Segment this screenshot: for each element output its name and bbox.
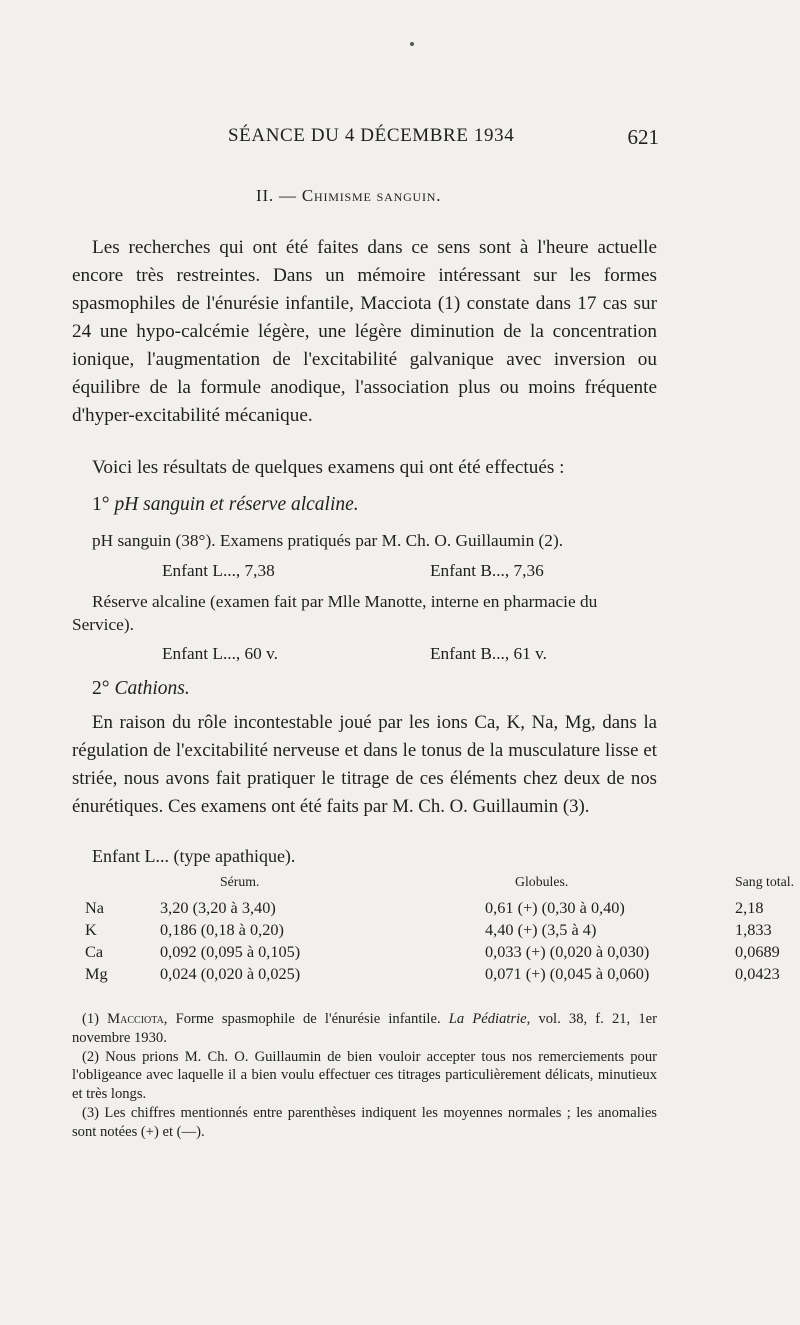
footnote-1-journal: La Pédiatrie (448, 1011, 527, 1027)
results-intro: Voici les résultats de quelques examens qui ont été effectués : (92, 457, 565, 478)
cation-table (85, 874, 794, 985)
subheading-title: Cathions. (114, 678, 190, 699)
serum-cell: 0,092 (0,095 à 0,105) (160, 942, 301, 961)
total-cell: 0,0423 (735, 964, 780, 983)
total-cell: 0,0689 (735, 942, 780, 961)
header-cell: Globules. (515, 874, 569, 889)
header-cell: Sang total. (735, 874, 795, 889)
subheading-title: pH sanguin et réserve alcaline. (114, 494, 359, 515)
footnote-3: (3) Les chiffres mentionnés entre parenthèses indiquent les moyennes normales ; les anomalies sont notées (+) et (—). (72, 1104, 657, 1140)
footnote-1-prefix: (1) (82, 1011, 108, 1027)
speck (410, 42, 414, 46)
page-number: 621 (627, 125, 659, 149)
footnote-1 (72, 1010, 657, 1048)
footnote-1-title: , Forme spasmophile de l'énurésie infantile. (163, 1011, 449, 1027)
table-row (85, 919, 794, 941)
section-title: II. — Chimisme sanguin. (256, 186, 442, 205)
table-row (85, 963, 794, 985)
running-head (71, 125, 657, 155)
subject-line: Enfant L... (type apathique). (92, 846, 296, 866)
serum-cell: 0,186 (0,18 à 0,20) (160, 920, 284, 939)
ion-cell: K (85, 920, 97, 939)
running-title: SÉANCE DU 4 DÉCEMBRE 1934 (228, 125, 515, 146)
footnote-1-author: Macciota (107, 1011, 164, 1027)
subheading-ph (92, 494, 359, 516)
subheading-cathions (92, 678, 190, 700)
ion-cell: Mg (85, 964, 108, 983)
header-cell: Sérum. (220, 874, 260, 889)
reserve-line: Réserve alcaline (examen fait par Mlle Manotte, interne en pharmacie du Service). (72, 592, 598, 634)
globules-cell: 0,071 (+) (0,045 à 0,060) (485, 964, 650, 983)
globules-cell: 0,61 (+) (0,30 à 0,40) (485, 898, 625, 917)
table-header (85, 874, 794, 897)
footnotes (72, 1010, 657, 1142)
ph-result-left: Enfant L..., 7,38 (162, 561, 275, 580)
intro-paragraph: Les recherches qui ont été faites dans ce sens sont à l'heure actuelle encore très restreintes. Dans un mémoire intéressant sur les formes spasmophiles de l'énurésie infantile, Macciota (1) constate dans 17 cas sur 24 une hypo-calcémie légère, une légère diminution de la concentration ionique, l'augmentation de l'excitabilité galvanique avec inversion ou équilibre de la formule anodique, l'association plus ou moins fréquente d'hyper-excitabilité mécanique. (72, 237, 657, 426)
header-cell (85, 874, 160, 897)
ion-cell: Ca (85, 942, 104, 961)
table-row (85, 941, 794, 963)
footnote-2: (2) Nous prions M. Ch. O. Guillaumin de bien vouloir accepter tous nos remerciements pour l'obligeance avec laquelle il a bien voulu effectuer ces titrages particulièrement délicats, minutieux et très longs. (72, 1048, 657, 1103)
serum-cell: 0,024 (0,020 à 0,025) (160, 964, 301, 983)
cathions-paragraph: En raison du rôle incontestable joué par les ions Ca, K, Na, Mg, dans la régulation de l'excitabilité nerveuse et dans le tonus de la musculature lisse et striée, nous avons fait pratiquer le titrage de ces éléments chez deux de nos énurétiques. Ces examens ont été faits par M. Ch. O. Guillaumin (3). (72, 712, 657, 817)
ph-line: pH sanguin (38°). Examens pratiqués par M. Ch. O. Guillaumin (2). (92, 531, 564, 550)
footnote-1-end: , vol. 38, f. 21, 1er novembre 1930. (72, 1011, 657, 1046)
subheading-number: 1° (92, 494, 110, 515)
table-row (85, 897, 794, 919)
globules-cell: 0,033 (+) (0,020 à 0,030) (485, 942, 650, 961)
reserve-result-left: Enfant L..., 60 v. (162, 644, 278, 663)
serum-cell: 3,20 (3,20 à 3,40) (160, 898, 276, 917)
ion-cell: Na (85, 898, 104, 917)
globules-cell: 4,40 (+) (3,5 à 4) (485, 920, 597, 939)
ph-result-right: Enfant B..., 7,36 (430, 561, 544, 580)
subheading-number: 2° (92, 678, 110, 699)
total-cell: 1,833 (735, 920, 772, 939)
reserve-result-right: Enfant B..., 61 v. (430, 644, 547, 663)
total-cell: 2,18 (735, 898, 764, 917)
